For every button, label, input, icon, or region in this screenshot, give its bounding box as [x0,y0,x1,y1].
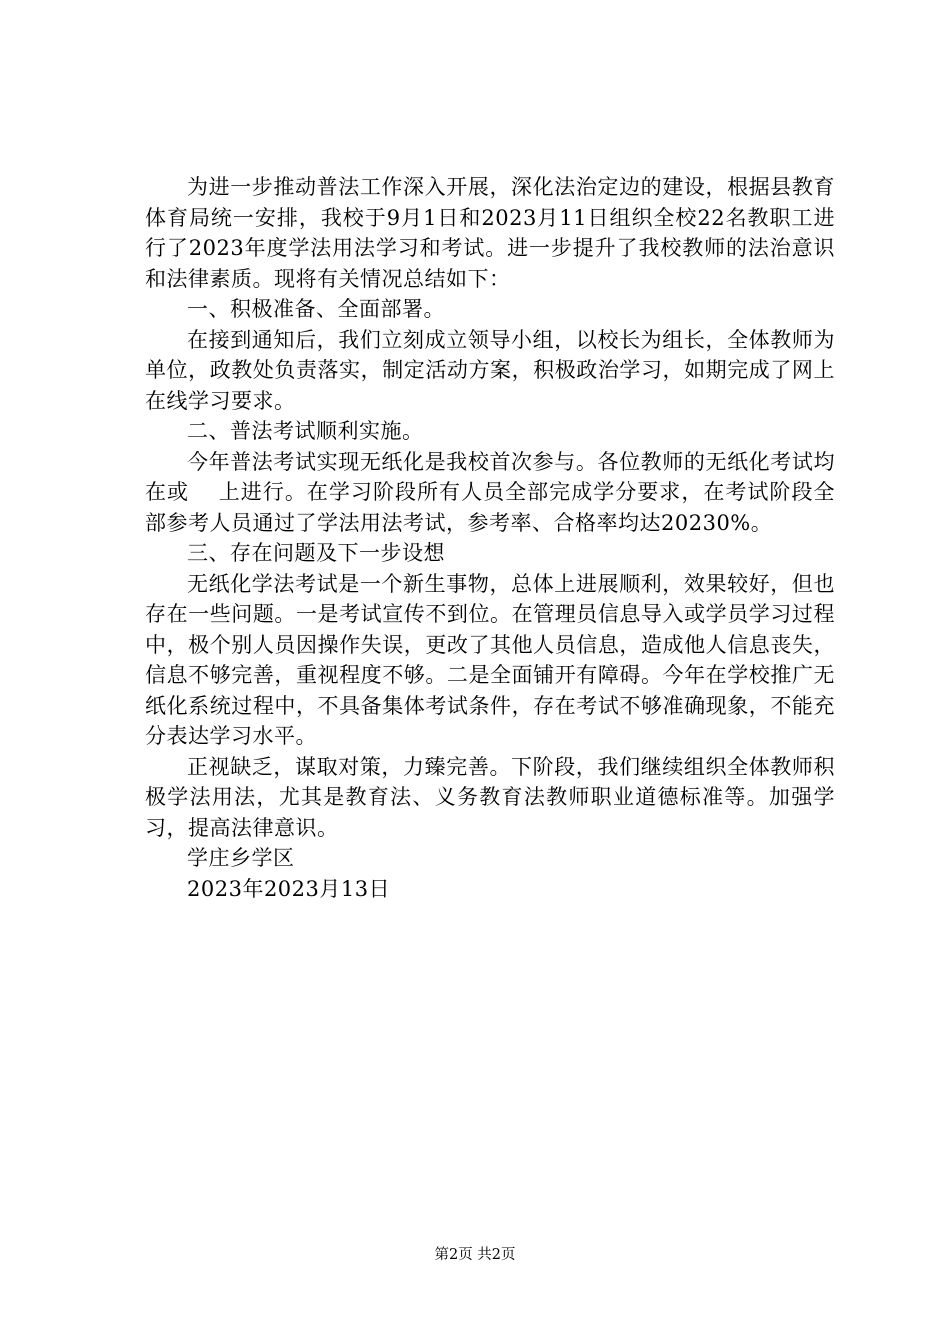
section-3-paragraph: 无纸化学法考试是一个新生事物，总体上进展顺利，效果较好，但也存在一些问题。一是考试宣传不到位。在管理员信息导入或学员学习过程中，极个别人员因操作失误，更改了其他人员信息，造成他人信息丧失，信息不够完善，重视程度不够。二是全面铺开有障碍。今年在学校推广无纸化系统过程中，不具备集体考试条件，存在考试不够准确现象，不能充分表达学习水平。 [145,571,835,748]
section-1-paragraph: 在接到通知后，我们立刻成立领导小组，以校长为组长，全体教师为单位，政教处负责落实，制定活动方案，积极政治学习，如期完成了网上在线学习要求。 [145,327,835,413]
section-heading-3: 三、存在问题及下一步设想 [187,541,445,565]
section-2-paragraph: 今年普法考试实现无纸化是我校首次参与。各位教师的无纸化考试均在或 上进行。在学习阶段所有人员全部完成学分要求，在考试阶段全部参考人员通过了学法用法考试，参考率、合格率均达20230%。 [145,449,835,535]
signature-date: 2023年2023月13日 [187,876,391,901]
section-heading-2: 二、普法考试顺利实施。 [187,419,424,443]
section-heading-1: 一、积极准备、全面部署。 [187,297,445,321]
intro-paragraph: 为进一步推动普法工作深入开展，深化法治定边的建设，根据县教育体育局统一安排，我校于9月1日和2023月11日组织全校22名教职工进行了2023年度学法用法学习和考试。进一步提升了我校教师的法治意识和法律素质。现将有关情况总结如下： [145,175,835,291]
document-body [145,172,835,904]
page-number-footer: 第2页 共2页 [434,1247,516,1263]
signature-organization: 学庄乡学区 [187,846,295,870]
closing-paragraph: 正视缺乏，谋取对策，力臻完善。下阶段，我们继续组织全体教师积极学法用法，尤其是教育法、义务教育法教师职业道德标准等。加强学习，提高法律意识。 [145,754,835,840]
